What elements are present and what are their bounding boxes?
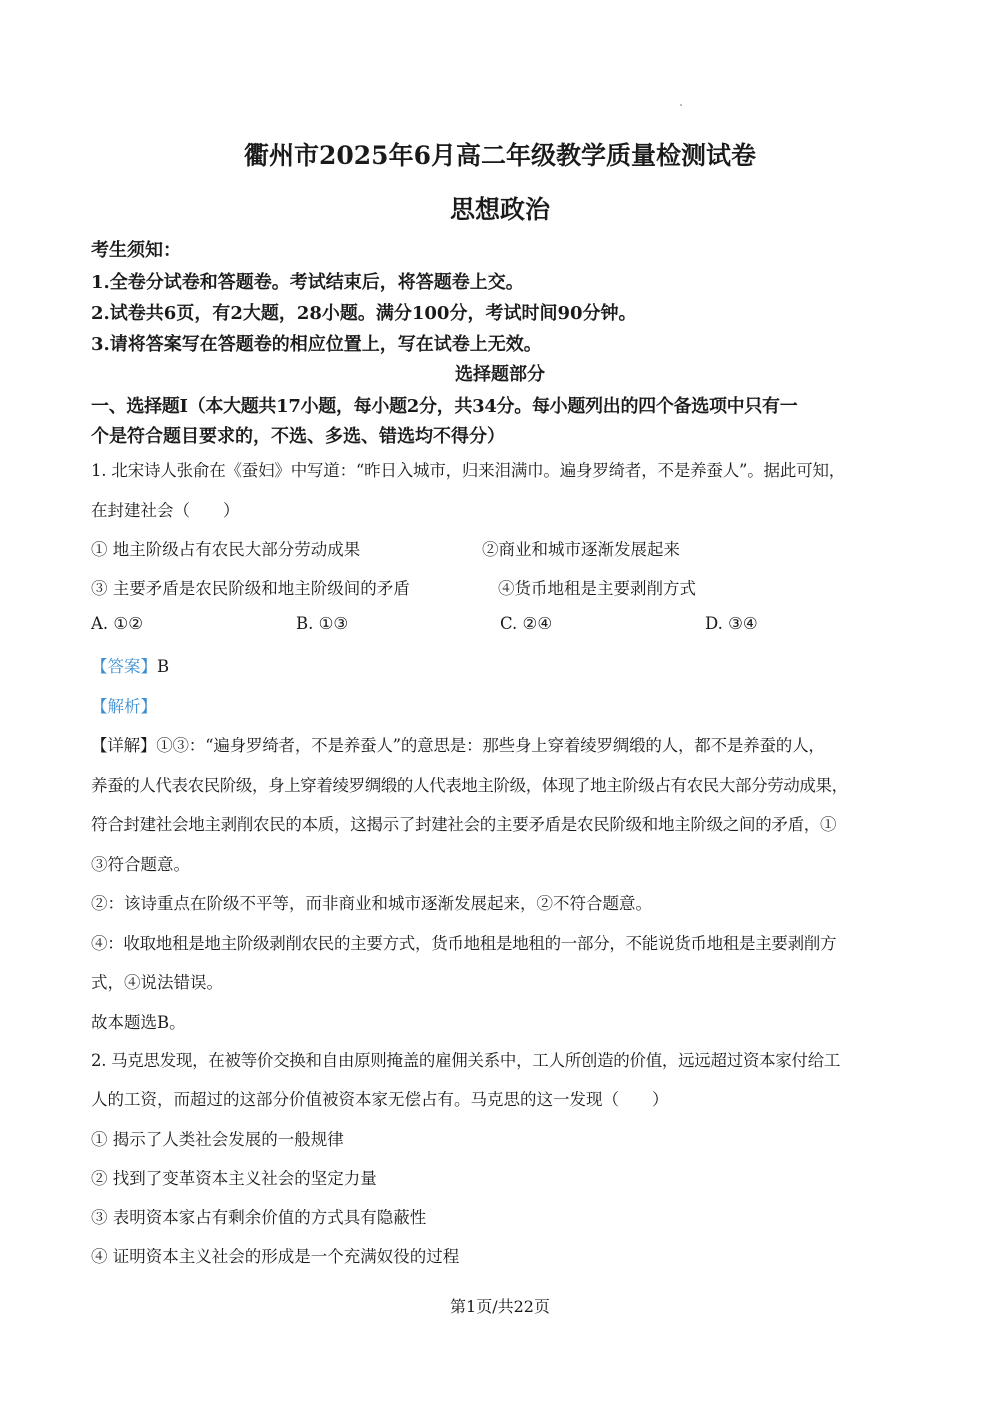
page-number: 第1页/共22页	[450, 1297, 550, 1316]
explain-line: 式，④说法错误。	[91, 973, 223, 992]
subject-title: 思想政治	[449, 195, 550, 224]
notice-heading: 考生须知：	[91, 240, 181, 261]
q2-stem: 人的工资，而超过的这部分价值被资本家无偿占有。马克思的这一发现（ ）	[91, 1090, 669, 1109]
notice-item: 3.请将答案写在答题卷的相应位置上，写在试卷上无效。	[91, 334, 542, 355]
answer-line	[91, 653, 169, 677]
q2-stem: 2. 马克思发现，在被等价交换和自由原则掩盖的雇佣关系中，工人所创造的价值，远远超过资本家付给工	[91, 1051, 841, 1070]
detail-line: 养蚕的人代表农民阶级，身上穿着绫罗绸缎的人代表地主阶级，体现了地主阶级占有农民大部分劳动成果，	[91, 776, 848, 795]
answer-label: 【答案】	[91, 657, 157, 676]
section-title: 选择题部分	[455, 364, 545, 385]
q1-option-d: D. ③④	[705, 614, 758, 633]
q1-option-b: B. ①③	[296, 614, 349, 633]
analysis-label: 【解析】	[91, 697, 157, 716]
q2-statement: ③ 表明资本家占有剩余价值的方式具有隐蔽性	[91, 1208, 427, 1227]
q2-statement: ④ 证明资本主义社会的形成是一个充满奴役的过程	[91, 1247, 460, 1266]
explain-line: ②：该诗重点在阶级不平等，而非商业和城市逐渐发展起来，②不符合题意。	[91, 894, 652, 913]
detail-label: 【详解】	[91, 736, 157, 755]
q1-option-c: C. ②④	[500, 614, 553, 633]
detail-line: 【详解】①③：“遍身罗绮者，不是养蚕人”的意思是：那些身上穿着绫罗绸缎的人，都不是养蚕的人，	[91, 736, 825, 755]
scan-speck	[680, 104, 682, 106]
exam-title: 衢州市2025年6月高二年级教学质量检测试卷	[244, 141, 756, 170]
explain-line: ④：收取地租是地主阶级剥削农民的主要方式，货币地租是地租的一部分，不能说货币地租是主要剥削方	[91, 934, 837, 953]
notice-item: 2.试卷共6页，有2大题，28小题。满分100分，考试时间90分钟。	[91, 303, 637, 324]
q2-statement: ① 揭示了人类社会发展的一般规律	[91, 1130, 344, 1149]
detail-line: ③符合题意。	[91, 855, 190, 874]
q2-statement: ② 找到了变革资本主义社会的坚定力量	[91, 1169, 377, 1188]
answer-value: B	[157, 657, 170, 676]
explain-line: 故本题选B。	[91, 1013, 186, 1032]
q1-statement: ④货币地租是主要剥削方式	[498, 579, 696, 598]
detail-line: 符合封建社会地主剥削农民的本质，这揭示了封建社会的主要矛盾是农民阶级和地主阶级之间的矛盾，①	[91, 815, 837, 834]
notice-item: 1.全卷分试卷和答题卷。考试结束后，将答题卷上交。	[91, 272, 524, 293]
q1-stem: 在封建社会（ ）	[91, 501, 240, 520]
q1-stem: 1. 北宋诗人张俞在《蚕妇》中写道：“昨日入城市，归来泪满巾。遍身罗绮者，不是养蚕人”。据此可知，	[91, 461, 846, 480]
q1-option-a: A. ①②	[91, 614, 143, 633]
section-heading: 一、选择题Ⅰ（本大题共17小题，每小题2分，共34分。每小题列出的四个备选项中只有一	[91, 396, 798, 417]
section-heading: 个是符合题目要求的，不选、多选、错选均不得分）	[91, 426, 505, 447]
q1-statement: ②商业和城市逐渐发展起来	[482, 540, 680, 559]
q1-statement: ③ 主要矛盾是农民阶级和地主阶级间的矛盾	[91, 579, 410, 598]
q1-statement: ① 地主阶级占有农民大部分劳动成果	[91, 540, 361, 559]
